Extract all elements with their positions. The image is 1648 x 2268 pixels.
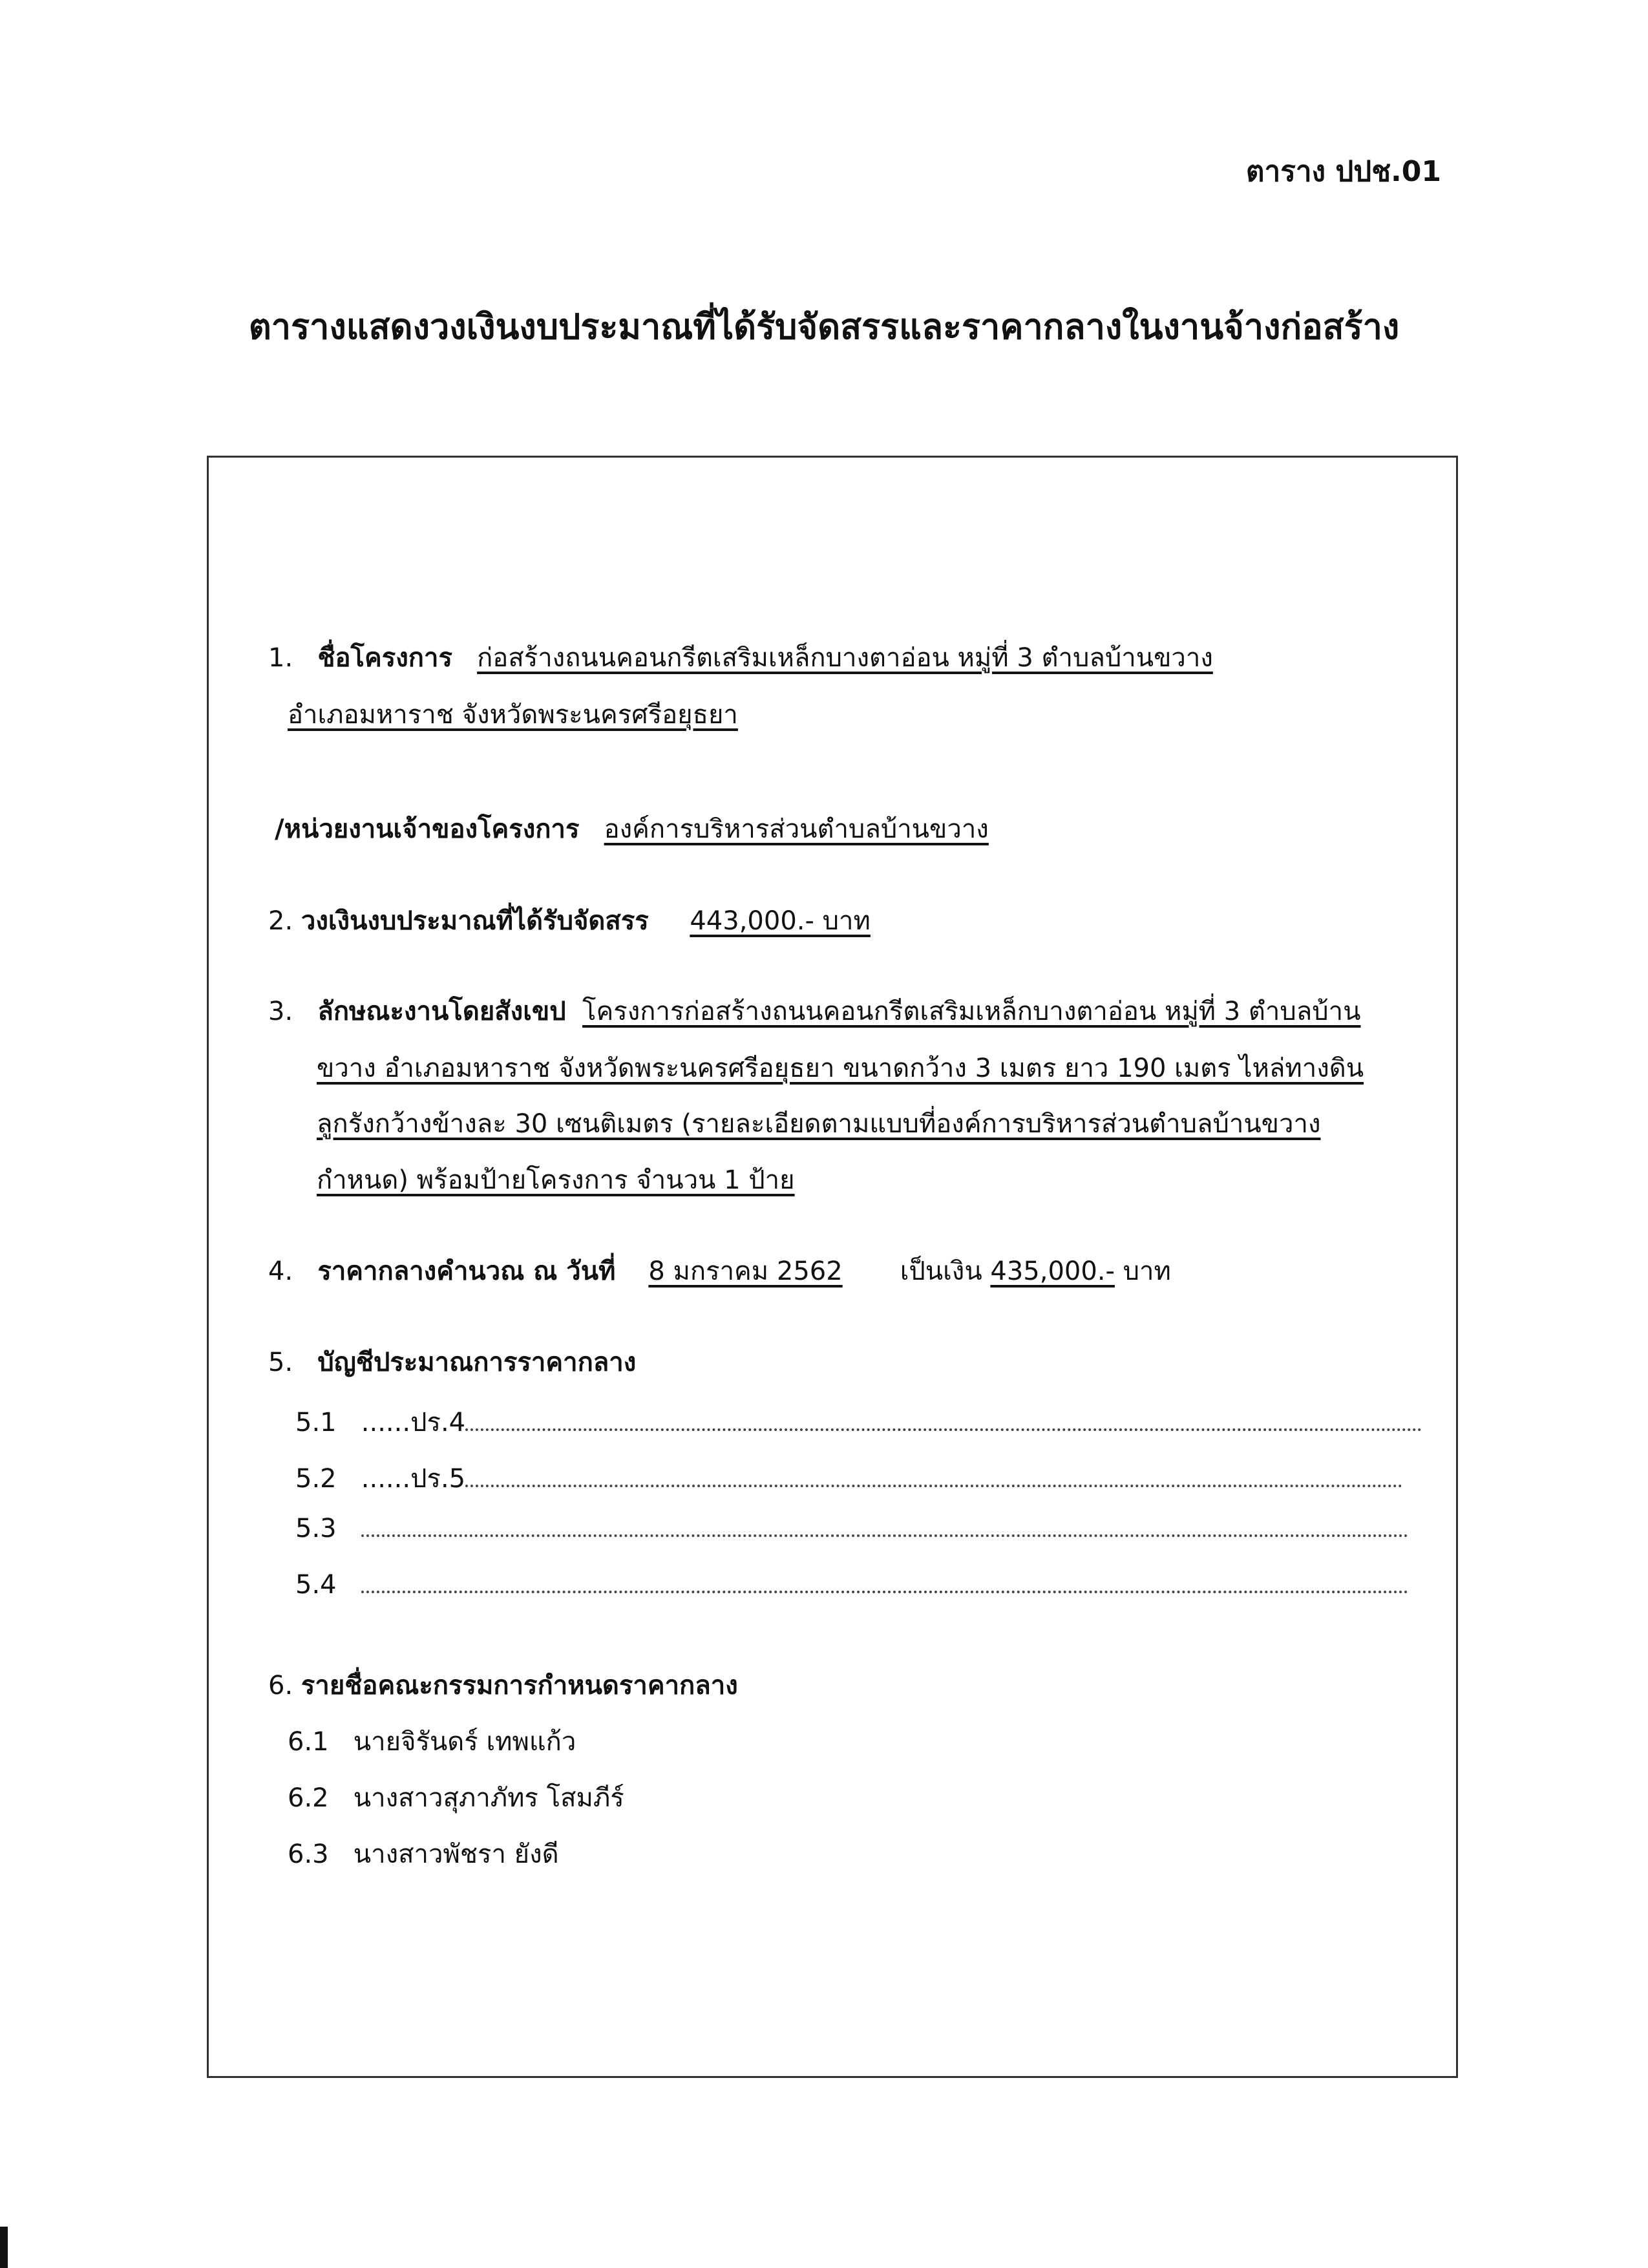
committee-member (288, 1721, 576, 1762)
fill-dots (361, 1534, 1408, 1537)
item1-label: ชื่อโครงการ (317, 643, 452, 673)
item3-text-line3: ลูกรังกว้างข้างละ 30 เซนติเมตร (รายละเอียดตามแบบที่องค์การบริหารส่วนตำบลบ้านขวาง (317, 1109, 1321, 1139)
item4-label: ราคากลางคำนวณ ณ วันที่ (317, 1256, 616, 1286)
owner-value: องค์การบริหารส่วนตำบลบ้านขวาง (604, 814, 989, 844)
item3-line3 (317, 1103, 1320, 1144)
item3-text-line4: กำหนด) พร้อมป้ายโครงการ จำนวน 1 ป้าย (317, 1165, 795, 1195)
item2-label: วงเงินงบประมาณที่ได้รับจัดสรร (301, 906, 649, 936)
item2-line (268, 900, 871, 941)
median-price-amount: 435,000.- (990, 1256, 1115, 1286)
item3-text-line1: โครงการก่อสร้างถนนคอนกรีตเสริมเหล็กบางตาอ่อน หมู่ที่ 3 ตำบลบ้าน (582, 997, 1361, 1026)
median-price-date: 8 มกราคม 2562 (648, 1256, 843, 1286)
row-text: ปร.4 (410, 1408, 466, 1437)
item5-label: บัญชีประมาณการราคากลาง (317, 1348, 637, 1377)
item6-label: รายชื่อคณะกรรมการกำหนดราคากลาง (301, 1671, 738, 1701)
item1-line1 (268, 637, 1213, 678)
amount-unit: บาท (1123, 1256, 1171, 1286)
item2-number: 2. (268, 906, 293, 936)
item1-value-line1: ก่อสร้างถนนคอนกรีตเสริมเหล็กบางตาอ่อน หมู่ที่ 3 ตำบลบ้านขวาง (477, 643, 1213, 673)
item3-line4 (317, 1159, 795, 1200)
form-code: ตาราง ปปช.01 (1245, 155, 1441, 188)
member-name: นายจิรันดร์ เทพแก้ว (353, 1727, 576, 1757)
scan-edge-mark (0, 2227, 8, 2268)
owner-label: /หน่วยงานเจ้าของโครงการ (275, 814, 580, 844)
row-number: 5.4 (295, 1570, 337, 1600)
member-name: นางสาวพัชรา ยังดี (353, 1839, 559, 1869)
item4-number: 4. (268, 1256, 293, 1286)
item1-line2 (288, 694, 738, 735)
row-number: 5.2 (295, 1464, 337, 1494)
item1-owner-line (275, 808, 989, 849)
amount-label: เป็นเงิน (900, 1256, 982, 1286)
fill-dots (465, 1428, 1422, 1431)
item3-line2 (317, 1047, 1364, 1088)
committee-member (288, 1833, 559, 1874)
row-number: 5.1 (295, 1408, 337, 1437)
row-text: ปร.5 (410, 1464, 466, 1494)
row-number: 5.3 (295, 1514, 337, 1543)
item1-number: 1. (268, 643, 293, 673)
member-number: 6.3 (288, 1839, 329, 1869)
member-name: นางสาวสุภาภัทร โสมภีร์ (353, 1783, 624, 1813)
item5-row-3 (295, 1514, 1408, 1543)
row-leader-dots: ...... (361, 1464, 411, 1494)
item3-number: 3. (268, 997, 293, 1026)
budget-value: 443,000.- บาท (690, 906, 871, 936)
item5-row-1 (295, 1401, 1422, 1443)
item3-label: ลักษณะงานโดยสังเขป (317, 997, 566, 1026)
item5-row-2 (295, 1457, 1402, 1499)
member-number: 6.1 (288, 1727, 329, 1757)
item6-heading (268, 1664, 738, 1706)
item5-number: 5. (268, 1348, 293, 1377)
fill-dots (361, 1591, 1408, 1593)
item3-line1 (268, 990, 1360, 1032)
item1-value-line2: อำเภอมหาราช จังหวัดพระนครศรีอยุธยา (288, 700, 738, 730)
committee-member (288, 1777, 624, 1818)
item5-row-4 (295, 1570, 1408, 1600)
item5-heading (268, 1341, 636, 1383)
item4-line (268, 1250, 1171, 1291)
item6-number: 6. (268, 1671, 293, 1701)
row-leader-dots: ...... (361, 1408, 411, 1437)
document-title: ตารางแสดงวงเงินงบประมาณที่ได้รับจัดสรรและราคากลางในงานจ้างก่อสร้าง (248, 306, 1400, 347)
item3-text-line2: ขวาง อำเภอมหาราช จังหวัดพระนครศรีอยุธยา ขนาดกว้าง 3 เมตร ยาว 190 เมตร ไหล่ทางดิน (317, 1054, 1364, 1083)
member-number: 6.2 (288, 1783, 329, 1813)
fill-dots (465, 1485, 1402, 1487)
